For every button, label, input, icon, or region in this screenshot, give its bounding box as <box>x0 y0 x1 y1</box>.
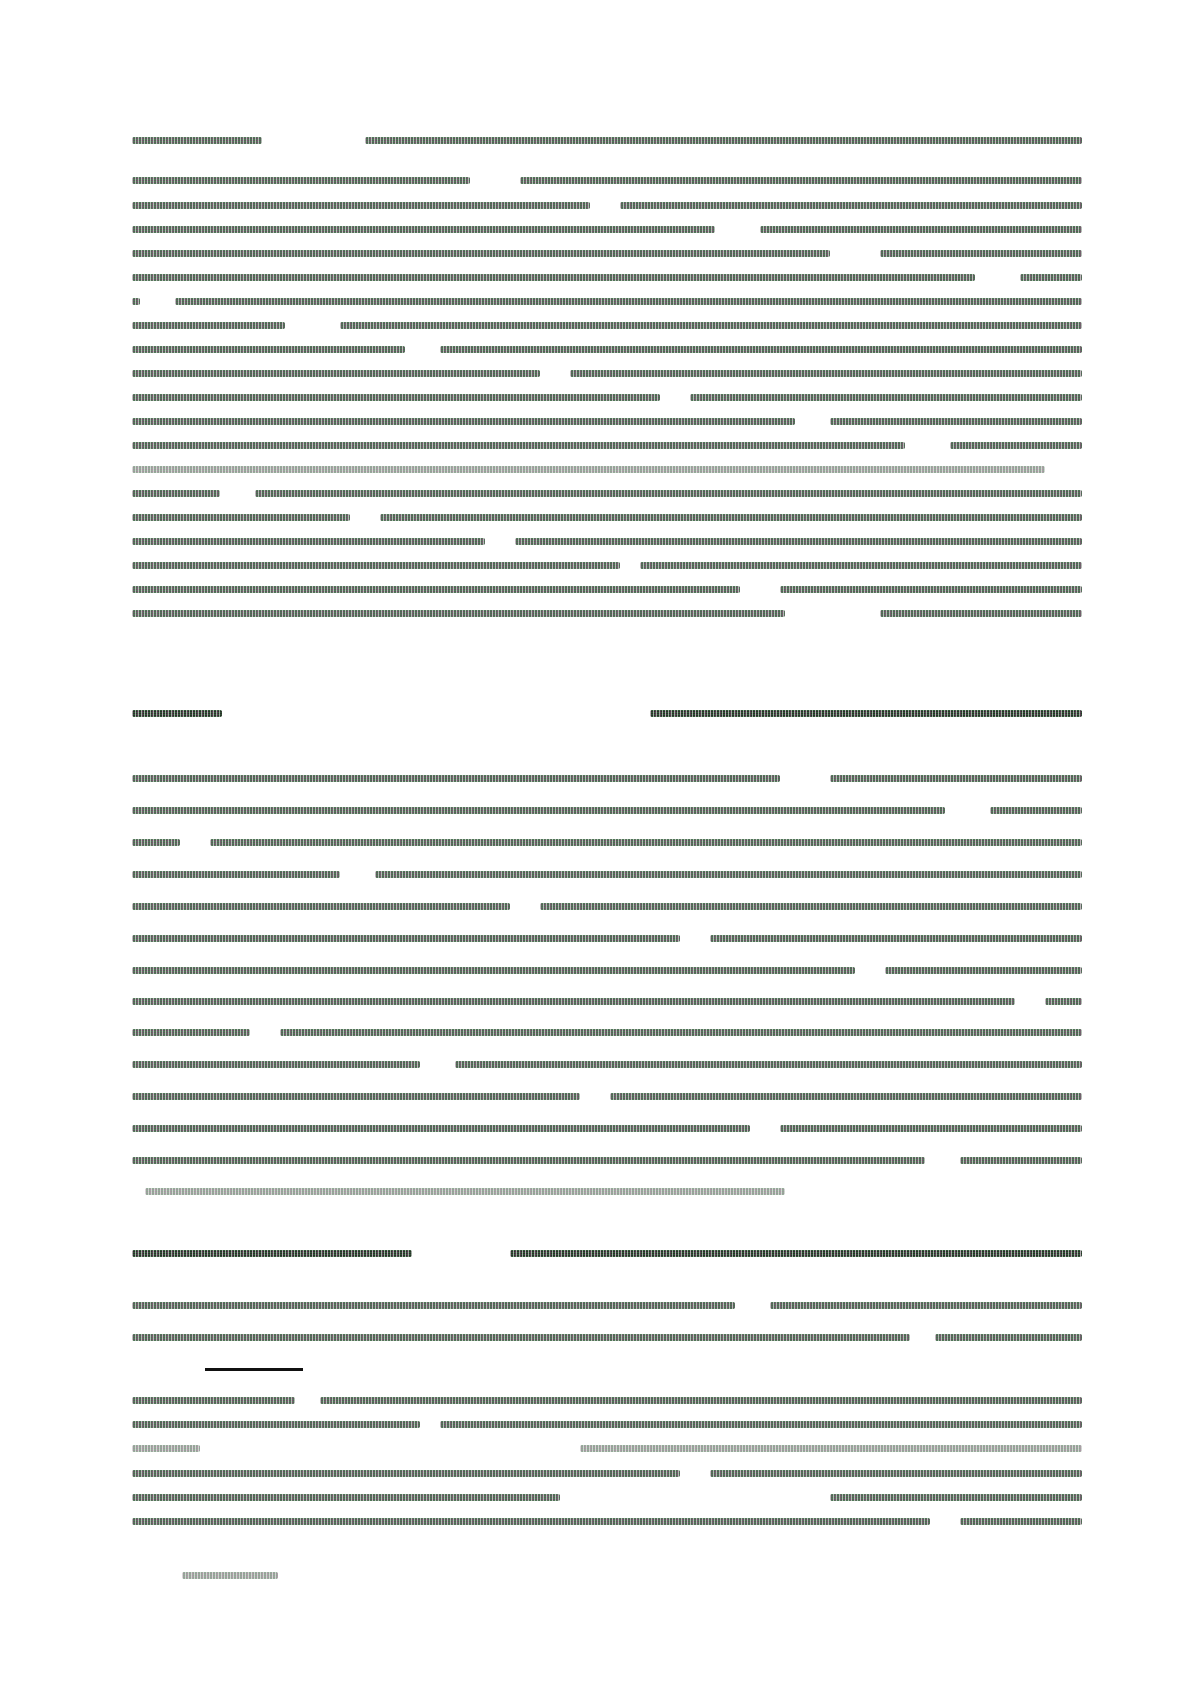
text-line <box>182 1572 278 1579</box>
